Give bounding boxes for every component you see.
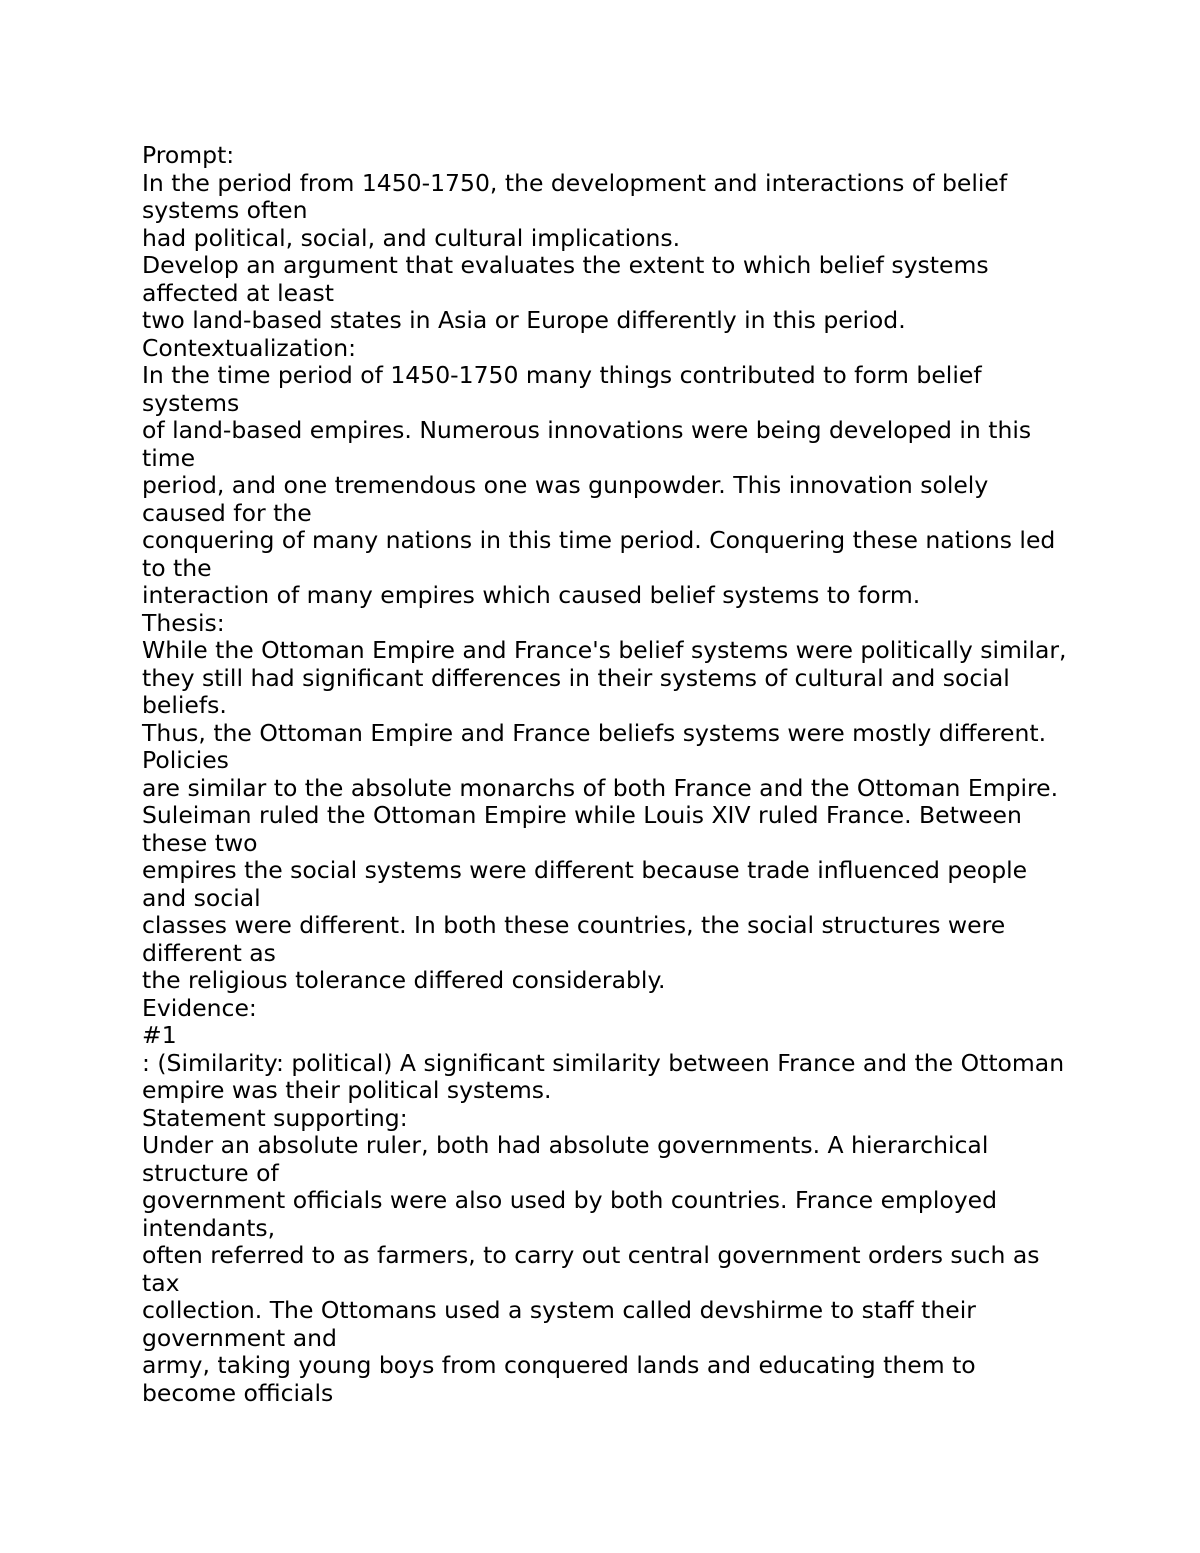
document-line: they still had significant differences in their systems of cultural and social bbox=[142, 663, 1010, 692]
document-line: tax bbox=[142, 1268, 180, 1297]
document-line: : (Similarity: political) A significant similarity between France and the Ottoman bbox=[142, 1048, 1065, 1077]
document-line: collection. The Ottomans used a system called devshirme to staff their bbox=[142, 1296, 976, 1324]
document-line: Develop an argument that evaluates the extent to which belief systems bbox=[142, 251, 989, 279]
document-line: structure of bbox=[142, 1158, 279, 1187]
document-line: Suleiman ruled the Ottoman Empire while Louis XIV ruled France. Between bbox=[142, 801, 1022, 829]
document-line: caused for the bbox=[142, 498, 312, 527]
document-line: While the Ottoman Empire and France's belief systems were politically similar, bbox=[142, 636, 1067, 664]
document-line: Thesis: bbox=[142, 608, 225, 637]
document-line: become officials bbox=[142, 1378, 334, 1407]
document-line: interaction of many empires which caused belief systems to form. bbox=[142, 581, 921, 609]
document-line: often referred to as farmers, to carry out central government orders such as bbox=[142, 1241, 1040, 1269]
document-line: empires the social systems were different because trade influenced people bbox=[142, 856, 1028, 884]
document-line: two land-based states in Asia or Europe differently in this period. bbox=[142, 306, 906, 334]
document-line: conquering of many nations in this time period. Conquering these nations led bbox=[142, 526, 1056, 554]
document-line: In the period from 1450-1750, the development and interactions of belief bbox=[142, 168, 1008, 197]
document-line: Contextualization: bbox=[142, 333, 357, 362]
document-line: to the bbox=[142, 553, 212, 582]
document-line: systems often bbox=[142, 196, 308, 224]
document-line: of land-based empires. Numerous innovations were being developed in this bbox=[142, 416, 1032, 444]
document-line: Evidence: bbox=[142, 993, 257, 1022]
document-line: Statement supporting: bbox=[142, 1103, 408, 1132]
document-line: systems bbox=[142, 388, 240, 417]
document-line: classes were different. In both these countries, the social structures were bbox=[142, 911, 1006, 939]
document-line: beliefs. bbox=[142, 691, 227, 719]
document-line: time bbox=[142, 443, 196, 472]
document-line: different as bbox=[142, 938, 276, 967]
document-line: #1 bbox=[142, 1021, 177, 1049]
document-line: period, and one tremendous one was gunpowder. This innovation solely bbox=[142, 471, 989, 499]
document-line: are similar to the absolute monarchs of both France and the Ottoman Empire. bbox=[142, 773, 1059, 802]
document-line: affected at least bbox=[142, 278, 334, 307]
document-line: intendants, bbox=[142, 1213, 276, 1242]
document-line: army, taking young boys from conquered lands and educating them to bbox=[142, 1351, 976, 1379]
document-body bbox=[142, 141, 1067, 1407]
document-line: the religious tolerance differed considerably. bbox=[142, 966, 666, 994]
document-line: empire was their political systems. bbox=[142, 1076, 552, 1104]
document-line: In the time period of 1450-1750 many things contributed to form belief bbox=[142, 361, 982, 389]
document-line: government officials were also used by both countries. France employed bbox=[142, 1186, 998, 1214]
document-line: Prompt: bbox=[142, 141, 235, 169]
document-line: and social bbox=[142, 883, 261, 912]
document-line: Under an absolute ruler, both had absolute governments. A hierarchical bbox=[142, 1131, 989, 1159]
document-line: Policies bbox=[142, 746, 229, 774]
document-line: government and bbox=[142, 1323, 337, 1352]
document-line: these two bbox=[142, 828, 258, 857]
document-line: had political, social, and cultural implications. bbox=[142, 223, 681, 252]
document-line: Thus, the Ottoman Empire and France beliefs systems were mostly different. bbox=[142, 718, 1047, 747]
